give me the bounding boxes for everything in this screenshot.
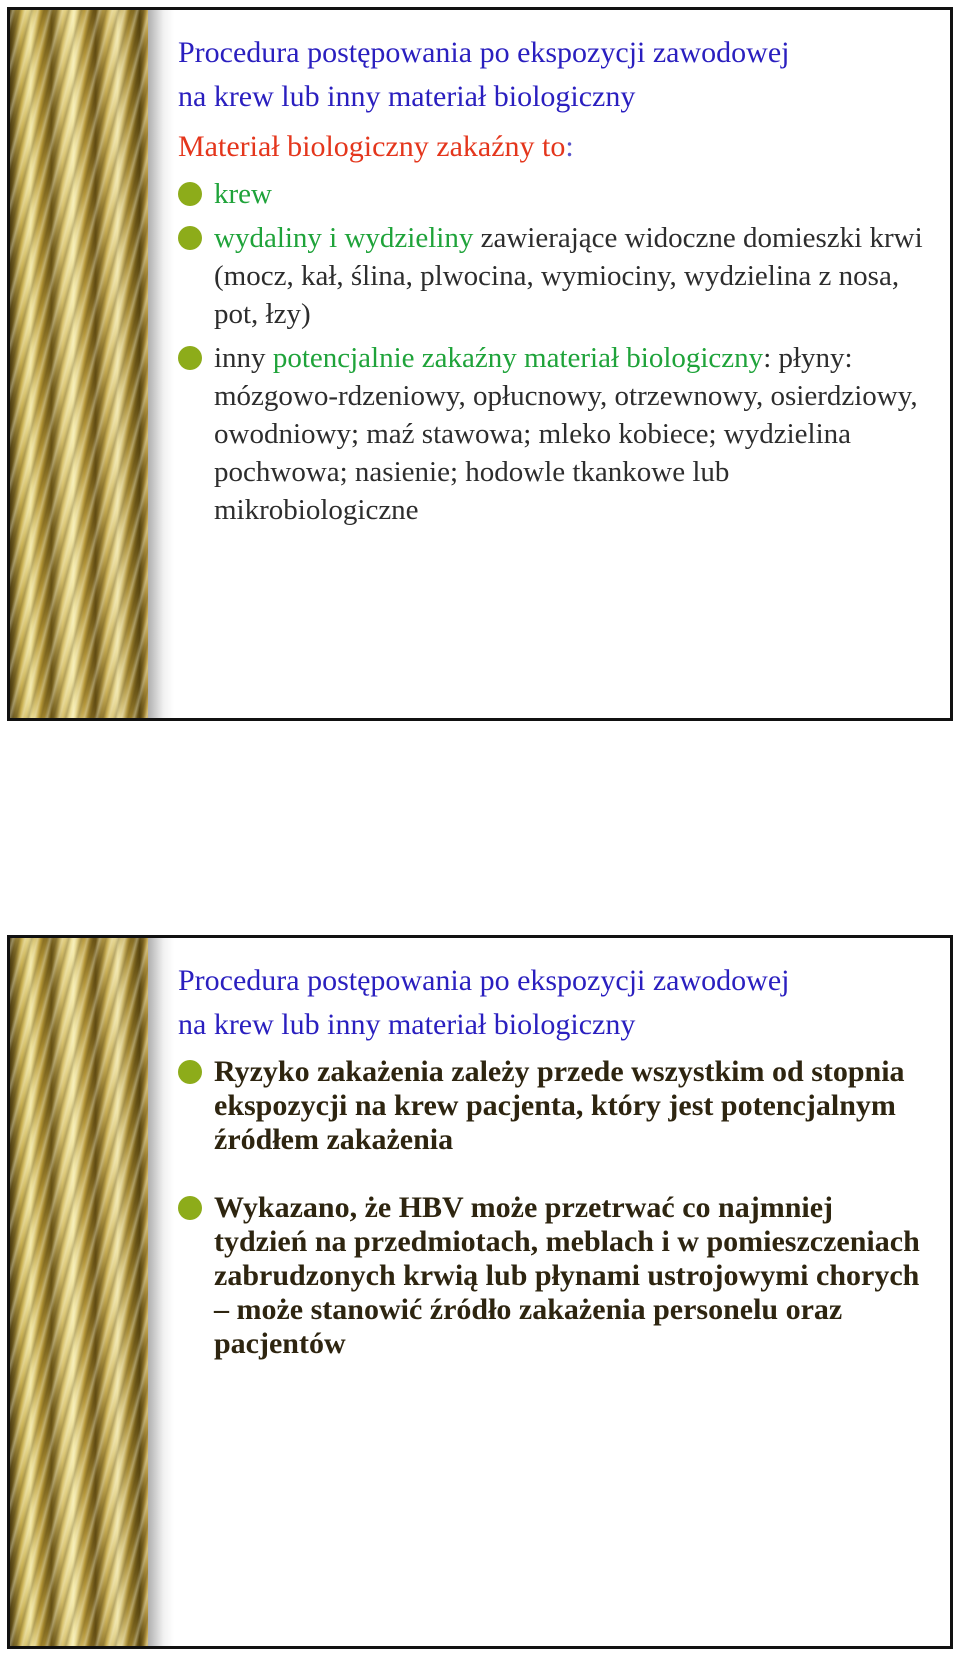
slide-title: Procedura postępowania po ekspozycji zawodowej na krew lub inny materiał biologiczny: [178, 964, 790, 1041]
bullet-highlight: potencjalnie zakaźny materiał biologiczny: [272, 342, 764, 374]
slide-2: [7, 935, 953, 1649]
slide-subtitle: [178, 125, 930, 169]
gold-decorative-band: [10, 938, 148, 1646]
bullet-dot-icon: [178, 226, 202, 250]
bullet-highlight: wydaliny i wydzieliny: [214, 222, 474, 254]
list-item: [178, 1191, 930, 1361]
subtitle-text: Materiał biologiczny zakaźny to: [178, 130, 566, 163]
bullet-dot-icon: [178, 182, 202, 206]
bullet-text: zawierające widoczne domieszki krwi (mocz, kał, ślina, plwocina, wymiociny, wydzielina z nosa, pot, łzy): [214, 222, 923, 330]
slide-2-content: [178, 938, 930, 1361]
bullet-prefix: inny: [214, 342, 273, 374]
subtitle-colon: :: [565, 130, 574, 163]
bullet-highlight: krew: [214, 178, 272, 210]
slide-1: [7, 7, 953, 721]
list-item: [178, 219, 930, 333]
slide-1-content: [178, 10, 930, 529]
gold-decorative-band: [10, 10, 148, 718]
bullet-dot-icon: [178, 1196, 202, 1220]
list-item: [178, 339, 930, 529]
band-shadow: [148, 938, 174, 1646]
bullet-text: Ryzyko zakażenia zależy przede wszystkim od stopnia ekspozycji na krew pacjenta, który jest potencjalnym źródłem zakażenia: [214, 1055, 905, 1156]
bullet-list: [178, 175, 930, 529]
bullet-list: [178, 1055, 930, 1361]
bullet-dot-icon: [178, 1060, 202, 1084]
band-shadow: [148, 10, 174, 718]
list-item: [178, 175, 930, 213]
bullet-text: Wykazano, że HBV może przetrwać co najmniej tydzień na przedmiotach, meblach i w pomieszczeniach zabrudzonych krwią lub płynami ustrojowymi chorych – może stanowić źródło zakażenia personelu oraz pacjentów: [214, 1191, 920, 1360]
bullet-dot-icon: [178, 346, 202, 370]
slide-title: Procedura postępowania po ekspozycji zawodowej na krew lub inny materiał biologiczny: [178, 36, 790, 113]
list-item: [178, 1055, 930, 1157]
bullet-text: : płyny: mózgowo-rdzeniowy, opłucnowy, otrzewnowy, osierdziowy, owodniowy; maź stawowa; mleko kobiece; wydzielina pochwowa; nasienie; hodowle tkankowe lub mikrobiologiczne: [214, 342, 918, 526]
